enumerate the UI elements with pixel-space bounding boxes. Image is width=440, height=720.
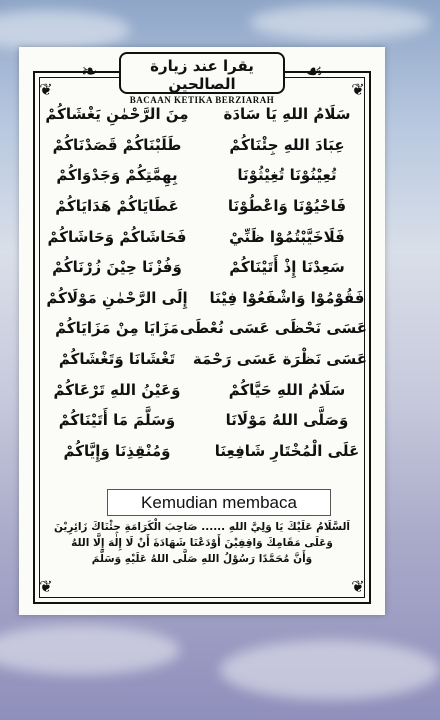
verse-right: عَلَى الْمُخْتَارِ شَافِعِنَا bbox=[214, 441, 360, 460]
verse-row bbox=[37, 191, 367, 222]
title-box bbox=[119, 52, 285, 105]
ornament-right-icon: ☙ bbox=[305, 59, 323, 83]
verse-row bbox=[37, 313, 367, 344]
salam-line: وَعَلَى مَقَامِكَ وَاقِفِيْنَ أَوْدَعْنَا شَهَادَةَ أَنْ لَا إِلٰهَ إِلَّا اللهُ bbox=[71, 537, 333, 549]
verse-left: مَزَايَا مِنْ مَزَايَاكُمْ bbox=[55, 319, 179, 338]
corner-ornament-icon: ❦ bbox=[39, 577, 53, 596]
verse-right: فَلَاخَيَّبْتُمُوْا ظَنِّيْ bbox=[229, 227, 345, 246]
verse-row bbox=[37, 374, 367, 405]
verse-list bbox=[37, 99, 367, 466]
cloud bbox=[250, 5, 430, 40]
verse-left: فَحَاشَاكُمْ وَحَاشَاكُمْ bbox=[47, 227, 187, 246]
verse-row bbox=[37, 221, 367, 252]
verse-right: تُعِيْنُوْنَا تُغِيْثُوْنَا bbox=[237, 166, 337, 185]
verse-row bbox=[37, 99, 367, 130]
verse-right: سَلَامُ اللهِ حَيَّاكُمْ bbox=[228, 380, 346, 399]
verse-left: وَفُزْنَا حِيْنَ زُرْنَاكُمْ bbox=[52, 258, 182, 277]
verse-left: وَعَيْنُ اللهِ تَرْعَاكُمْ bbox=[53, 380, 181, 399]
verse-row bbox=[37, 405, 367, 436]
verse-row bbox=[37, 344, 367, 375]
verse-right: سَلَامُ اللهِ يَا سَادَة bbox=[223, 105, 351, 124]
cloud bbox=[0, 625, 180, 675]
ornament-left-icon: ❧ bbox=[81, 59, 98, 83]
verse-right: سَعِدْنَا إِذْ أَتَيْنَاكُمْ bbox=[229, 258, 345, 277]
verse-row bbox=[37, 130, 367, 161]
verse-right: عِبَادَ اللهِ جِئْنَاكُمْ bbox=[229, 135, 345, 154]
verse-left: مِنَ الرَّحْمٰنِ يَغْشَاكُمْ bbox=[45, 105, 189, 124]
document-page bbox=[19, 47, 385, 615]
corner-ornament-icon: ❦ bbox=[351, 577, 365, 596]
title-arabic: يقرا عند زيارة الصالحين bbox=[150, 57, 254, 93]
verse-row bbox=[37, 160, 367, 191]
verse-row bbox=[37, 283, 367, 314]
cloud bbox=[220, 640, 440, 700]
verse-right: فَقُوْمُوْا وَاشْفَعُوْا فِيْنَا bbox=[209, 288, 365, 307]
verse-left: وَسَلَّمَ مَا أَتَيْنَاكُمْ bbox=[58, 411, 176, 430]
verse-right: وَصَلَّى اللهُ مَوْلَانَا bbox=[225, 411, 349, 430]
verse-left: تَغْشَانَا وَتَغْشَاكُمْ bbox=[58, 350, 176, 369]
cloud bbox=[0, 10, 130, 50]
corner-ornament-icon: ❦ bbox=[351, 80, 365, 99]
verse-row bbox=[37, 252, 367, 283]
verse-left: طَلَبْنَاكُمْ قَصَدْنَاكُمْ bbox=[52, 135, 182, 154]
corner-ornament-icon: ❦ bbox=[39, 80, 53, 99]
verse-row bbox=[37, 436, 367, 467]
verse-right: عَسَى نَظْرَة عَسَى رَحْمَة bbox=[192, 350, 367, 369]
verse-right: فَاحْيُوْنَا وَاعْطُوْنَا bbox=[227, 197, 347, 216]
verse-left: إِلَى الرَّحْمٰنِ مَوْلَاكُمْ bbox=[46, 288, 188, 307]
title-latin: BACAAN KETIKA BERZIARAH bbox=[129, 95, 275, 105]
salam-line: وَأَنَّ مُحَمَّدًا رَسُوْلُ اللهِ صَلَّى اللهُ عَلَيْهِ وَسَلَّمَ bbox=[91, 553, 313, 565]
salam-block bbox=[41, 519, 363, 567]
verse-left: وَمُنْقِذِنَا وَإِيَّاكُمْ bbox=[63, 441, 171, 460]
salam-line: اَلسَّلَامُ عَلَيْكَ يَا وَلِيَّ اللهِ ...... صَاحِبَ الْكَرَامَةِ جِئْنَاكَ زَائِرِيْنَ bbox=[53, 521, 351, 533]
verse-right: عَسَى نَحْظَى عَسَى نُعْطَى bbox=[179, 319, 367, 338]
verse-left: عَطَايَاكُمْ هَدَايَاكُمْ bbox=[55, 197, 179, 216]
caption-banner: Kemudian membaca bbox=[107, 489, 331, 516]
verse-left: بِهِمَّتِكُمْ وَجَدْوَاكُمْ bbox=[56, 166, 178, 185]
